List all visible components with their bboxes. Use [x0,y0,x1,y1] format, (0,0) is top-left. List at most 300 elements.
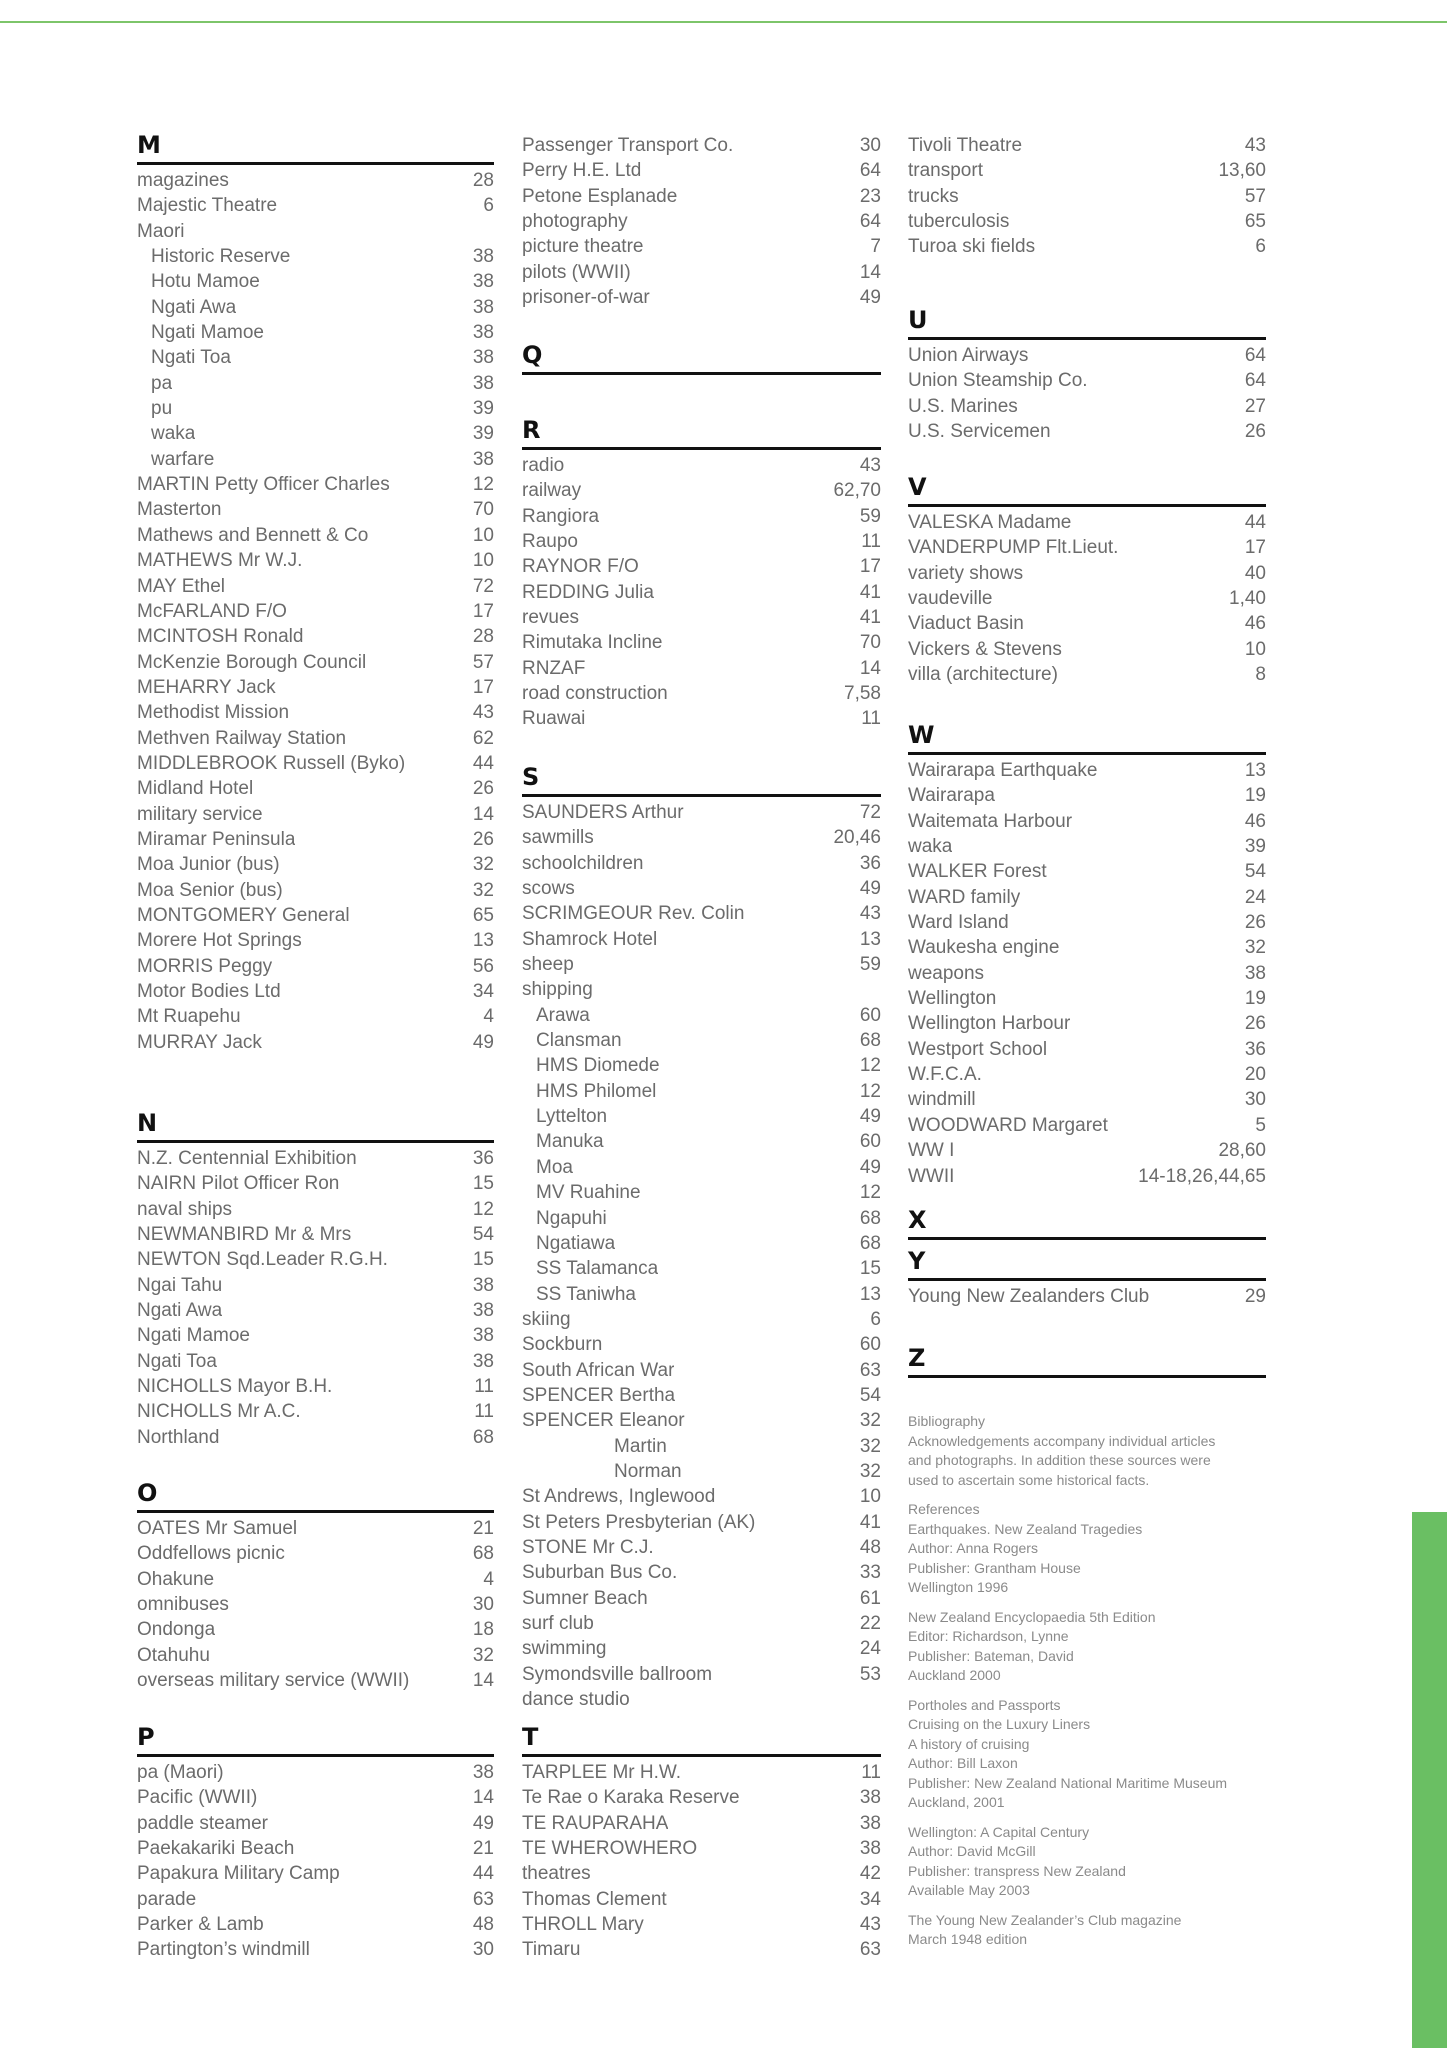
entry-term: Shamrock Hotel [522,928,658,950]
entry-page-number: 44 [472,1863,494,1885]
index-entry [522,656,881,681]
index-section-t-continued [908,133,1266,260]
index-entry [137,1273,494,1298]
entry-page-number: 54 [859,1384,881,1406]
entry-term: WARD family [908,886,1021,908]
entry-term: picture theatre [522,236,644,258]
entry-term: RAYNOR F/O [522,556,639,578]
entry-term: Young New Zealanders Club [908,1286,1150,1307]
section-heading: M [137,130,494,165]
entry-term: schoolchildren [522,852,644,874]
entry-page-number: 11 [861,531,881,553]
index-entry [522,504,881,529]
entry-page-number: 62,70 [833,480,881,502]
index-entry [137,1298,494,1323]
index-entry [137,700,494,725]
entry-term: tuberculosis [908,211,1010,233]
index-entry [137,751,494,776]
entry-page-number: 11 [474,1376,494,1398]
index-entry [522,554,881,579]
bibliography-line: Bibliography [908,1413,986,1429]
entry-term: MURRAY Jack [137,1031,262,1053]
index-entry [908,343,1266,368]
index-section-v [908,472,1266,687]
entry-term: SPENCER Eleanor [522,1410,685,1432]
bibliography-entry [908,1412,1278,1490]
entry-term: Union Steamship Co. [908,370,1088,392]
bibliography-line: A history of cruising [908,1735,1030,1752]
entry-page-number: 59 [859,954,881,976]
entry-term: Viaduct Basin [908,613,1024,635]
entry-page-number: 13 [472,930,494,952]
entry-page-number: 41 [859,1511,881,1533]
entry-term: swimming [522,1638,607,1660]
entry-term: MV Ruahine [536,1182,641,1204]
index-entry [137,903,494,928]
entry-term: Arawa [536,1004,590,1026]
entry-term: MATHEWS Mr W.J. [137,550,303,572]
entry-term: U.S. Servicemen [908,421,1051,443]
index-entry [137,1374,494,1399]
entry-page-number: 17 [472,676,494,698]
entry-term: radio [522,455,565,476]
index-entry [137,776,494,801]
entry-term: Mathews and Bennett & Co [137,524,369,546]
index-entry [908,910,1266,935]
entry-term: paddle steamer [137,1812,268,1834]
entry-page-number: 17 [1244,537,1266,559]
entry-page-number: 63 [859,1359,881,1381]
index-entry [522,1586,881,1611]
entry-page-number: 21 [472,1518,494,1539]
entry-term: Moa Senior (bus) [137,879,283,901]
index-entry [522,1510,881,1535]
entry-term: villa (architecture) [908,664,1058,686]
entry-page-number: 7,58 [844,683,881,705]
entry-page-number: 64 [1244,370,1266,392]
entry-page-number: 36 [1244,1038,1266,1060]
index-entry [137,802,494,827]
index-entry [522,876,881,901]
index-entry [522,1861,881,1886]
entry-page-number: 23 [859,185,881,207]
entry-term: revues [522,607,580,629]
entry-term: Lyttelton [536,1106,608,1128]
bibliography-line: Auckland, 2001 [908,1794,1005,1810]
section-heading: Z [908,1343,1266,1378]
entry-page-number: 48 [472,1914,494,1936]
entry-term: MCINTOSH Ronald [137,626,304,648]
section-heading: Q [522,340,881,375]
entry-term: U.S. Marines [908,395,1018,417]
entry-page-number: 28 [472,170,494,191]
entry-page-number: 30 [472,1939,494,1961]
entry-page-number: 57 [472,651,494,673]
index-entry [522,1079,881,1104]
entry-term: Moa Junior (bus) [137,854,280,876]
index-entry [522,478,881,503]
bibliography-entry [908,1696,1278,1813]
entry-term: naval ships [137,1198,233,1220]
index-entry [137,1425,494,1450]
index-section-t [522,1722,881,1963]
entry-list [908,758,1266,1189]
entry-page-number: 28,60 [1218,1140,1266,1162]
entry-term: VALESKA Madame [908,512,1072,533]
entry-term: NICHOLLS Mayor B.H. [137,1376,333,1398]
entry-page-number: 43 [472,702,494,724]
entry-page-number: 32 [472,854,494,876]
index-entry [522,1358,881,1383]
entry-term: Pacific (WWII) [137,1787,258,1809]
entry-term: Rimutaka Incline [522,632,663,654]
entry-page-number: 17 [859,556,881,578]
index-entry [908,1037,1266,1062]
entry-page-number: 10 [859,1486,881,1508]
index-section-q [522,340,881,378]
entry-term: Ngati Mamoe [151,322,264,344]
entry-term: Wellington [908,988,997,1010]
entry-term: Ngati Toa [137,1350,217,1372]
index-entry [908,611,1266,636]
index-section-y [908,1246,1266,1309]
entry-term: Petone Esplanade [522,185,678,207]
entry-term: HMS Philomel [536,1080,657,1102]
entry-page-number: 48 [859,1536,881,1558]
entry-page-number: 14 [472,803,494,825]
bibliography-entry [908,1823,1278,1901]
index-section-s [522,762,881,1712]
index-entry [522,1760,881,1785]
entry-term: Thomas Clement [522,1888,667,1910]
entry-list [137,1760,494,1963]
entry-term: Timaru [522,1939,581,1961]
entry-page-number: 68 [472,1426,494,1448]
entry-page-number: 56 [472,955,494,977]
index-entry [908,1011,1266,1036]
entry-page-number: 42 [859,1863,881,1885]
index-entry [522,1231,881,1256]
entry-page-number: 12 [859,1182,881,1204]
entry-term: RNZAF [522,657,586,679]
entry-page-number: 46 [1244,810,1266,832]
index-entry [908,419,1266,444]
entry-page-number: 15 [859,1258,881,1280]
bibliography [908,1412,1278,1960]
entry-page-number: 14 [859,657,881,679]
entry-page-number: 49 [859,878,881,900]
entry-page-number: 4 [483,1006,494,1028]
index-entry [137,979,494,1004]
entry-term: MIDDLEBROOK Russell (Byko) [137,752,406,774]
index-entry [137,497,494,522]
entry-page-number: 38 [472,322,494,344]
entry-term: THROLL Mary [522,1914,644,1936]
entry-page-number: 38 [472,1350,494,1372]
entry-list [137,1146,494,1450]
index-section-n [137,1108,494,1450]
entry-page-number: 11 [474,1401,494,1423]
entry-term: Moa [536,1156,573,1178]
entry-term: sawmills [522,827,594,849]
index-entry [522,1383,881,1408]
index-entry [908,368,1266,393]
entry-page-number: 20,46 [833,827,881,849]
index-entry [137,1004,494,1029]
entry-term: Rangiora [522,505,600,527]
entry-term: Ngati Awa [151,296,237,318]
entry-term: Oddfellows picnic [137,1543,285,1565]
index-section-p [137,1722,494,1963]
index-entry [137,548,494,573]
entry-term: VANDERPUMP Flt.Lieut. [908,537,1119,559]
entry-term: pu [151,398,173,420]
entry-page-number: 38 [472,1762,494,1783]
index-entry [137,1760,494,1785]
entry-page-number: 64 [859,160,881,182]
entry-term: Paekakariki Beach [137,1838,295,1860]
index-entry [908,859,1266,884]
bibliography-line: Author: Bill Laxon [908,1755,1018,1771]
bibliography-entry [908,1911,1278,1950]
index-entry [522,605,881,630]
entry-term: McFARLAND F/O [137,600,287,622]
entry-page-number: 6 [483,195,494,217]
index-entry [522,1104,881,1129]
entry-term: SS Taniwha [536,1283,636,1305]
entry-page-number: 32 [472,1644,494,1666]
index-entry [908,986,1266,1011]
bibliography-line: Author: Anna Rogers [908,1540,1038,1556]
index-entry [908,1164,1266,1189]
entry-page-number: 49 [859,1106,881,1128]
index-entry [137,472,494,497]
index-entry [522,1687,881,1712]
entry-term: TE RAUPARAHA [522,1812,669,1834]
index-entry [908,510,1266,535]
entry-page-number: 68 [472,1543,494,1565]
entry-page-number: 38 [472,1300,494,1322]
index-entry [522,285,881,310]
index-entry [522,1282,881,1307]
entry-term: SCRIMGEOUR Rev. Colin [522,903,745,925]
index-entry [137,1668,494,1693]
bibliography-line: Author: David McGill [908,1843,1036,1859]
entry-page-number: 33 [859,1562,881,1584]
entry-page-number: 14 [472,1787,494,1809]
index-entry [137,1222,494,1247]
entry-page-number: 38 [472,296,494,318]
bibliography-line: Publisher: Bateman, David [908,1647,1074,1664]
index-entry [522,133,881,158]
entry-term: Wairarapa Earthquake [908,760,1098,781]
entry-term: pilots (WWII) [522,261,631,283]
index-entry [137,1146,494,1171]
index-entry [137,1643,494,1668]
index-entry [137,371,494,396]
index-entry [522,952,881,977]
entry-term: sheep [522,954,574,976]
index-entry [522,209,881,234]
bibliography-line: Publisher: transpress New Zealand [908,1862,1126,1879]
entry-page-number: 14 [859,261,881,283]
index-section-o [137,1478,494,1693]
index-entry [522,851,881,876]
index-entry [137,878,494,903]
entry-page-number: 49 [472,1031,494,1053]
section-heading: W [908,720,1266,755]
index-entry [137,168,494,193]
entry-list [522,800,881,1712]
entry-page-number: 14 [472,1670,494,1692]
entry-page-number: 13 [859,1283,881,1305]
entry-term: omnibuses [137,1594,229,1616]
index-entry [137,1912,494,1937]
index-entry [522,1560,881,1585]
bibliography-entry [908,1500,1278,1598]
entry-term: Ruawai [522,708,586,730]
entry-list [137,168,494,1055]
entry-term: parade [137,1888,197,1910]
entry-term: Vickers & Stevens [908,638,1062,660]
entry-page-number: 36 [472,1148,494,1169]
entry-term: weapons [908,962,985,984]
entry-list [908,133,1266,260]
entry-page-number: 5 [1255,1114,1266,1136]
side-green-tab [1412,1512,1447,2048]
entry-page-number: 26 [1244,1013,1266,1035]
index-entry [522,1307,881,1332]
entry-page-number: 34 [859,1888,881,1910]
entry-term: NEWTON Sqd.Leader R.G.H. [137,1249,388,1271]
index-entry [137,1323,494,1348]
entry-page-number: 19 [1244,988,1266,1010]
entry-page-number: 54 [1244,861,1266,883]
entry-page-number: 43 [859,903,881,925]
entry-page-number: 60 [859,1131,881,1153]
index-entry [522,1811,881,1836]
entry-term: Norman [614,1460,682,1482]
entry-term: Ngati Awa [137,1300,223,1322]
entry-list [908,1284,1266,1309]
entry-page-number: 38 [859,1812,881,1834]
entry-term: Majestic Theatre [137,195,278,217]
section-heading: V [908,472,1266,507]
entry-page-number: 10 [472,524,494,546]
entry-page-number: 12 [472,1198,494,1220]
entry-term: Sockburn [522,1334,603,1356]
entry-term: Symondsville ballroom [522,1663,713,1685]
index-entry [522,977,881,1002]
bibliography-line: Auckland 2000 [908,1667,1001,1683]
entry-term: Tivoli Theatre [908,135,1023,156]
section-heading: X [908,1205,1266,1240]
entry-term: Union Airways [908,345,1029,366]
entry-term: MARTIN Petty Officer Charles [137,474,390,496]
section-heading: Y [908,1246,1266,1281]
entry-term: Historic Reserve [151,246,291,268]
index-entry [137,244,494,269]
index-entry [137,193,494,218]
index-entry [522,1459,881,1484]
entry-term: TARPLEE Mr H.W. [522,1762,682,1783]
entry-page-number: 6 [870,1308,881,1330]
entry-page-number: 14-18,26,44,65 [1138,1165,1266,1187]
entry-page-number: 57 [1244,185,1266,207]
index-entry [522,901,881,926]
entry-page-number: 29 [1244,1286,1266,1307]
bibliography-line: Publisher: Grantham House [908,1559,1081,1576]
entry-page-number: 39 [472,398,494,420]
index-entry [137,295,494,320]
entry-page-number: 38 [859,1787,881,1809]
entry-page-number: 59 [859,505,881,527]
index-entry [522,1836,881,1861]
entry-page-number: 26 [1244,912,1266,934]
index-entry [522,580,881,605]
index-section-u [908,305,1266,444]
entry-page-number: 68 [859,1030,881,1052]
entry-page-number: 6 [1255,236,1266,258]
entry-term: warfare [151,448,215,470]
entry-page-number: 17 [472,600,494,622]
entry-page-number: 38 [472,271,494,293]
entry-term: military service [137,803,263,825]
index-entry [137,574,494,599]
entry-term: Ward Island [908,912,1009,934]
index-entry [908,783,1266,808]
index-entry [137,1171,494,1196]
entry-term: Manuka [536,1131,604,1153]
entry-term: transport [908,160,983,182]
index-entry [522,927,881,952]
index-entry [522,1785,881,1810]
entry-page-number: 15 [472,1173,494,1195]
entry-page-number: 30 [859,135,881,156]
entry-page-number: 13,60 [1218,160,1266,182]
entry-list [522,1760,881,1963]
index-entry [522,1256,881,1281]
entry-page-number [875,1687,881,1712]
bibliography-line: and photographs. In addition these sources were [908,1452,1211,1468]
entry-term: Wellington Harbour [908,1013,1071,1035]
entry-term: Papakura Military Camp [137,1863,340,1885]
entry-page-number: 32 [859,1460,881,1482]
entry-term: Midland Hotel [137,778,254,800]
index-entry [522,1937,881,1962]
index-entry [137,599,494,624]
entry-page-number: 70 [859,632,881,654]
index-entry [522,1535,881,1560]
entry-page-number: 38 [1244,962,1266,984]
entry-term: N.Z. Centennial Exhibition [137,1148,357,1169]
index-entry [137,1937,494,1962]
index-entry [522,260,881,285]
entry-term: WW I [908,1140,955,1162]
entry-page-number: 72 [472,575,494,597]
entry-term: pa (Maori) [137,1762,224,1783]
entry-page-number: 38 [859,1838,881,1860]
index-entry [137,928,494,953]
entry-term: railway [522,480,582,502]
entry-term: OATES Mr Samuel [137,1518,298,1539]
index-entry [137,675,494,700]
index-entry [522,630,881,655]
entry-term: Maori [137,220,185,242]
index-entry [137,1836,494,1861]
index-entry [522,453,881,478]
index-entry [522,529,881,554]
